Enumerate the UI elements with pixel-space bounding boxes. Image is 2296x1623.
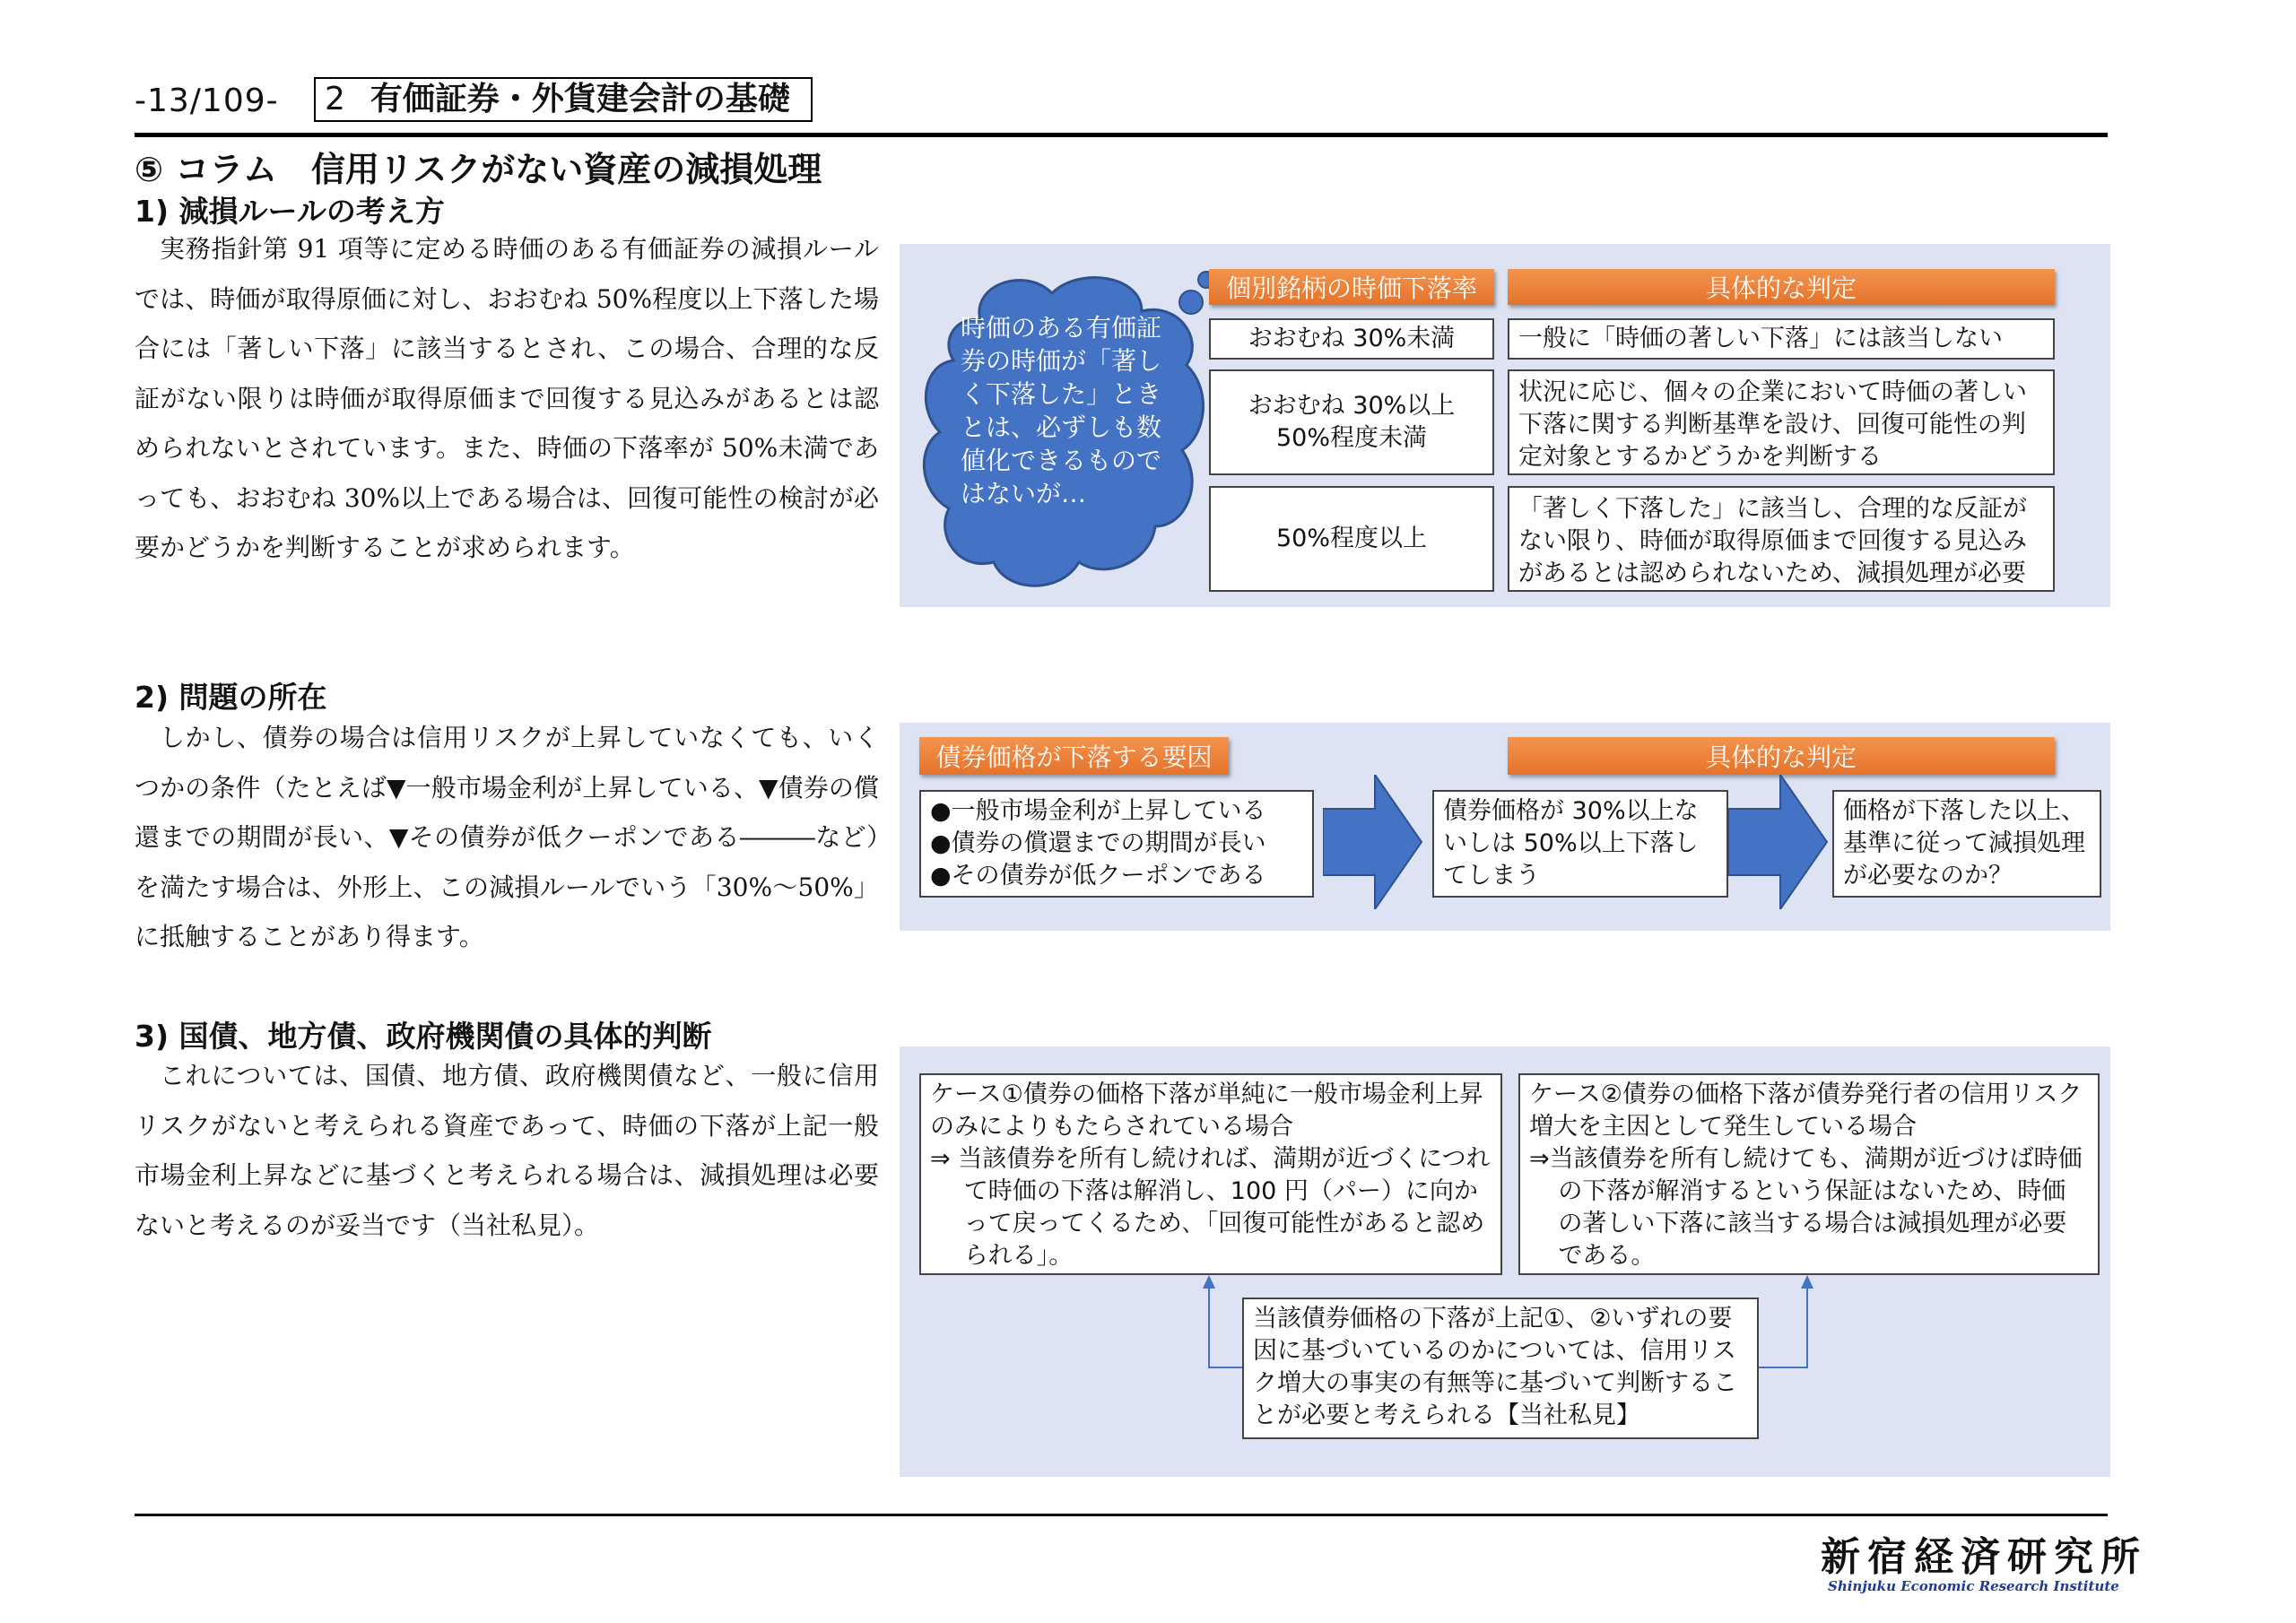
- case2-title: ケース②債券の価格下落が債券発行者の信用リスク増大を主因として発生している場合: [1529, 1081, 2083, 1141]
- rate-column-header: 個別銘柄の時価下落率: [1209, 269, 1494, 305]
- page-number: -13/109-: [135, 82, 279, 119]
- header-rule: [135, 133, 2108, 137]
- sec3-paragraph: これについては、国債、地方債、政府機関債など、一般に信用リスクがないと考えられる資産であって、時価の下落が上記一般市場金利上昇などに基づくと考えられる場合は、減損処理は必要ないと考えるのが妥当です（当社私見）。: [135, 1061, 879, 1240]
- diagram3-panel: [900, 1046, 2110, 1477]
- sec3-title: 3) 国債、地方債、政府機関債の具体的判断: [135, 1019, 712, 1054]
- judgment-row-2: 状況に応じ、個々の企業において時価の著しい下落に関する判断基準を設け、回復可能性の判定対象とするかどうかを判断する: [1508, 369, 2055, 475]
- diagram2-panel: [900, 723, 2110, 931]
- factors-list: [919, 790, 1314, 898]
- sec2-title: 2) 問題の所在: [135, 680, 327, 715]
- chapter-title: 有価証券・外貨建会計の基礎: [370, 81, 790, 117]
- question-box: 価格が下落した以上、基準に従って減損処理が必要なのか？: [1832, 790, 2101, 898]
- factor-item: ●債券の償還までの期間が長い: [930, 829, 1266, 857]
- judgment-row-3: 「著しく下落した」に該当し、合理的な反証がない限り、時価が取得原価まで回復する見込みがあるとは認められないため、減損処理が必要: [1508, 486, 2055, 592]
- sec3-body: [135, 1051, 879, 1250]
- case2-body: ⇒当該債券を所有し続けても、満期が近づけば時価の下落が解消するという保証はないため、時価の著しい下落に該当する場合は減損処理が必要である。: [1529, 1145, 2083, 1270]
- logo-jp: 新宿経済研究所: [1821, 1534, 2147, 1580]
- right-arrow-icon: [1728, 775, 1829, 909]
- sec2-paragraph: しかし、債券の場合は信用リスクが上昇していなくても、いくつかの条件（たとえば▼一般市場金利が上昇している、▼債券の償還までの期間が長い、▼その債券が低クーポンである―――など）を満たす場合は、外形上、この減損ルールでいう「30%～50%」に抵触することがあり得ます。: [135, 723, 879, 951]
- diagram2-judgment-header: 具体的な判定: [1508, 737, 2055, 775]
- section-title: ⑤ コラム 信用リスクがない資産の減損処理: [135, 150, 822, 189]
- price-drop-box: 債券価格が 30%以上ないしは 50%以上下落してしまう: [1432, 790, 1728, 898]
- case1-body: ⇒ 当該債券を所有し続ければ、満期が近づくにつれて時価の下落は解消し、100 円（パー）に向かって戻ってくるため､「回復可能性があると認められる」。: [930, 1145, 1491, 1270]
- footer-rule: [135, 1514, 2108, 1516]
- rate-row-1: おおむね 30%未満: [1209, 318, 1494, 360]
- chapter-number: 2: [325, 81, 345, 117]
- factor-item: ●その債券が低クーポンである: [930, 862, 1266, 890]
- sec1-body: [135, 224, 879, 573]
- judgment-column-header: 具体的な判定: [1508, 269, 2055, 305]
- judgment-row-1: 一般に「時価の著しい下落」には該当しない: [1508, 318, 2055, 360]
- rate-row-3: 50%程度以上: [1209, 486, 1494, 592]
- chapter-title-box: [314, 77, 813, 122]
- case1-title: ケース①債券の価格下落が単純に一般市場金利上昇のみによりもたらされている場合: [930, 1081, 1483, 1141]
- sec1-paragraph: 実務指針第 91 項等に定める時価のある有価証券の減損ルールでは、時価が取得原価に対し、おおむね 50%程度以上下落した場合には「著しい下落」に該当するとされ、この場合、合理的な反証がない限りは時価が取得原価まで回復する見込みがあるとは認められないとされています。また、時価の下落率が 50%未満であっても、おおむね 30%以上である場合は、回復可能性の検討が必要かどうかを判断することが求められます。: [135, 234, 879, 562]
- conclusion-box: 当該債券価格の下落が上記①、②いずれの要因に基づいているのかについては、信用リスク増大の事実の有無等に基づいて判断することが必要と考えられる【当社私見】: [1242, 1298, 1759, 1439]
- cloud-text: 時価のある有価証券の時価が「著しく下落した」ときとは、必ずしも数値化できるものではないが…: [961, 313, 1162, 508]
- factor-item: ●一般市場金利が上昇している: [930, 797, 1266, 825]
- sec1-title: 1) 減損ルールの考え方: [135, 194, 445, 229]
- sec2-body: [135, 713, 879, 962]
- factors-header: 債券価格が下落する要因: [919, 737, 1229, 775]
- logo-en: Shinjuku Economic Research Institute: [1828, 1578, 2119, 1594]
- diagram1-panel: [900, 244, 2110, 607]
- rate-row-2: おおむね 30%以上 50%程度未満: [1209, 369, 1494, 475]
- right-arrow-icon: [1323, 775, 1423, 909]
